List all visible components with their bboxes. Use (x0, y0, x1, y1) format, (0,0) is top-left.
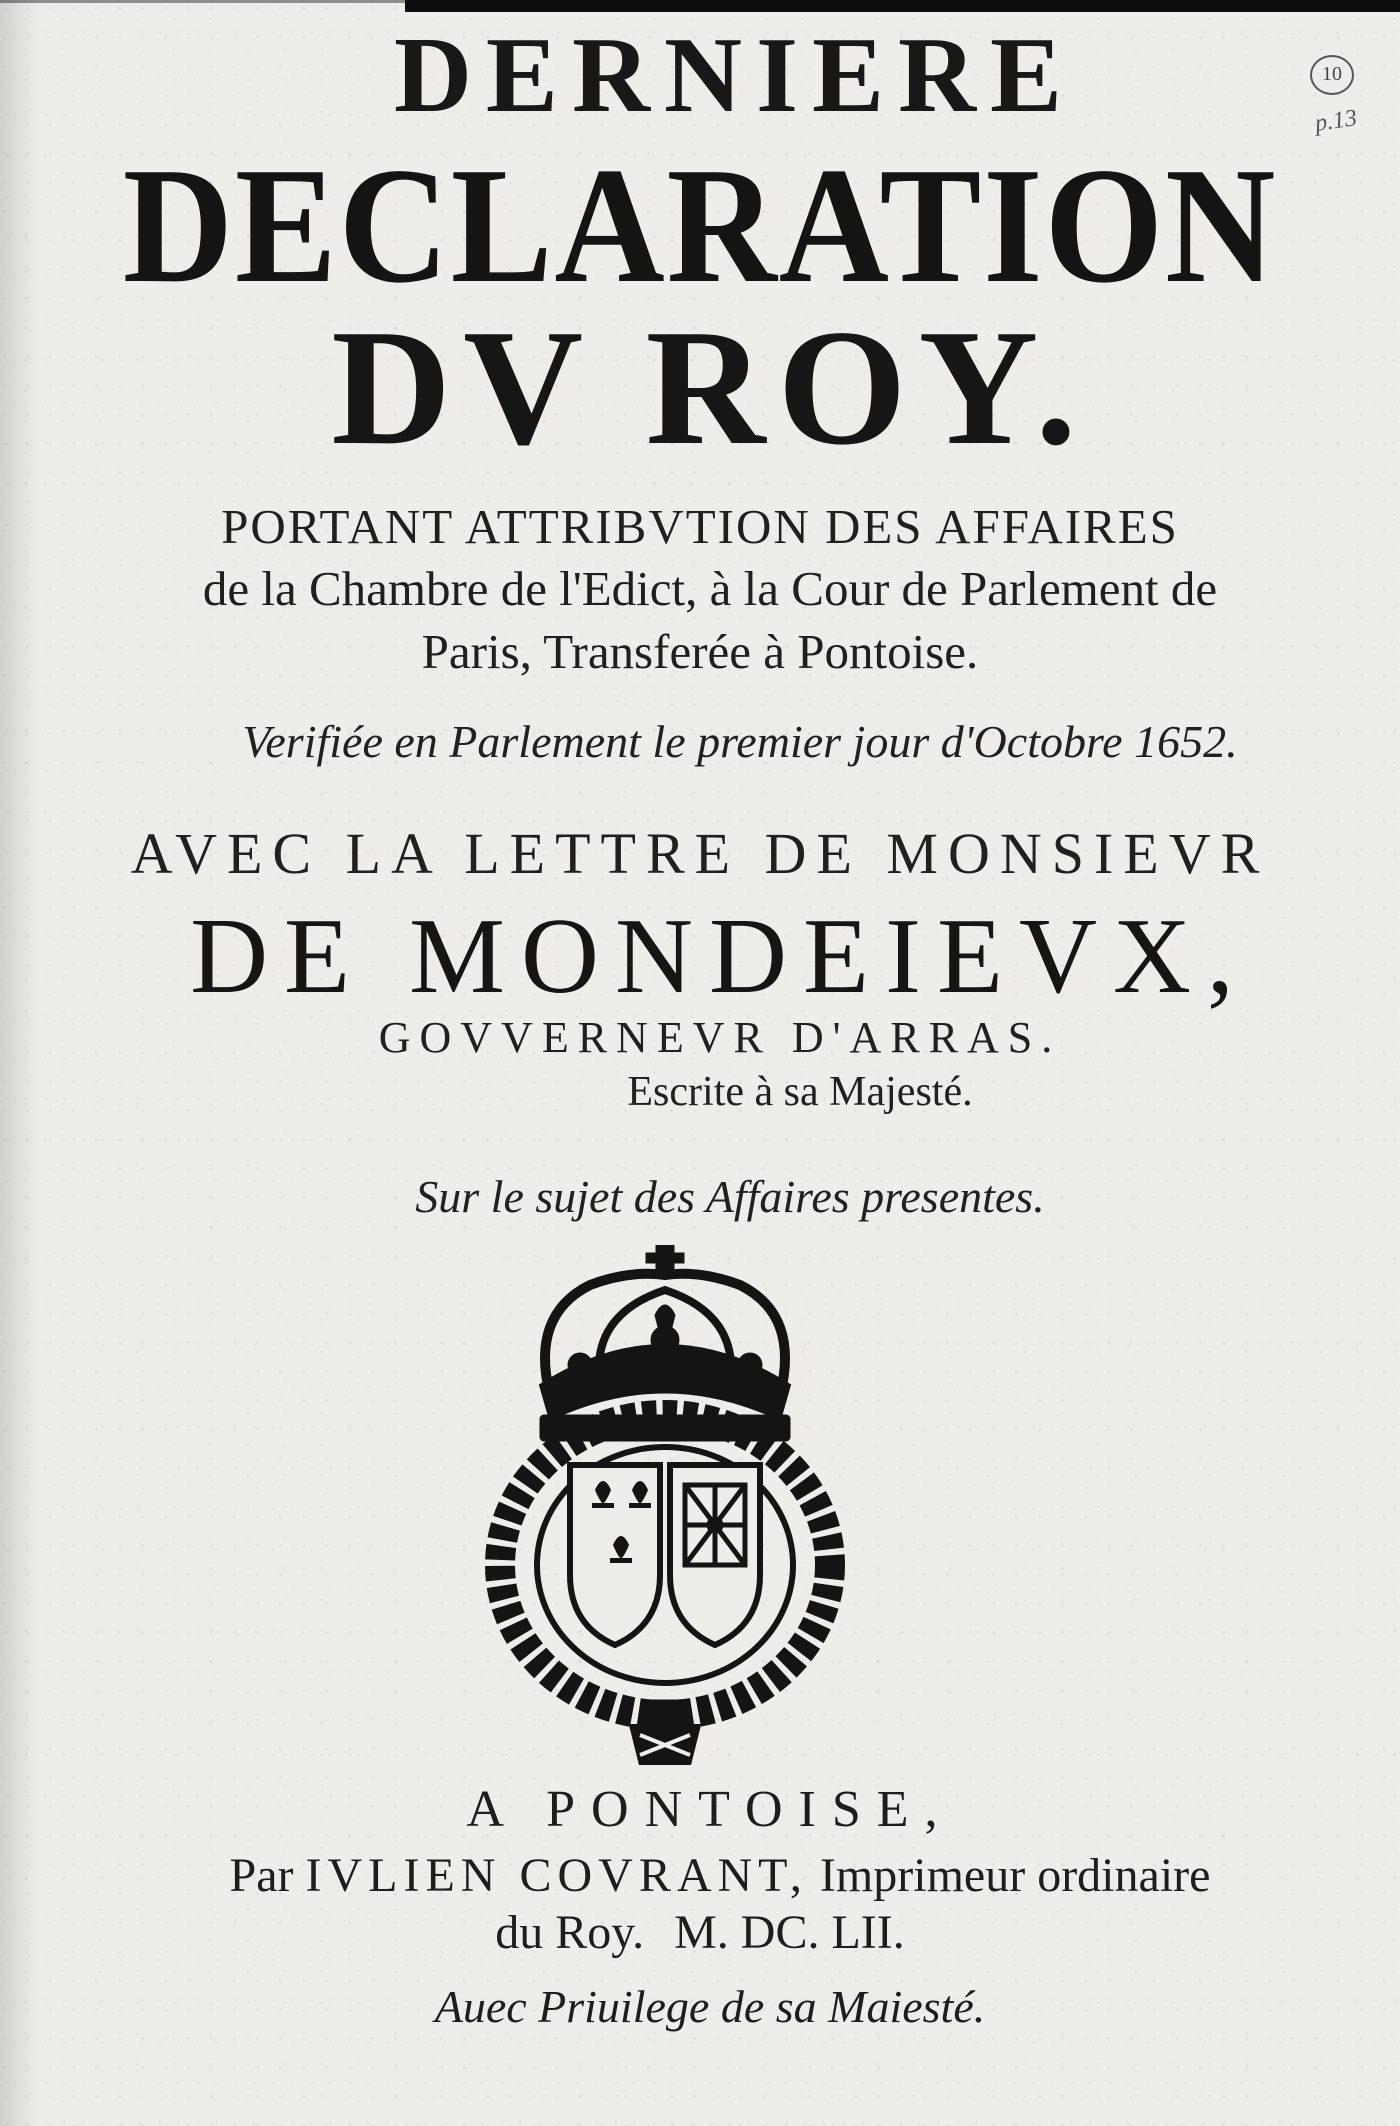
printer-prefix: Par (229, 1849, 294, 1902)
printer-name: IVLIEN COVRANT, (305, 1849, 808, 1902)
letter-line-2: DE MONDEIEVX, (190, 897, 1250, 1016)
privilege-line: Auec Priuilege de sa Maiesté. (434, 1981, 986, 2032)
top-edge (0, 0, 405, 3)
coat-of-arms-emblem (470, 1245, 860, 1765)
imprint-printer-line (0, 1848, 1400, 1903)
subtitle-line-3: Paris, Transferée à Pontoise. (421, 624, 979, 679)
letter-line-1: AVEC LA LETTRE DE MONSIEVR (130, 821, 1270, 886)
title-line-1: DERNIERE (393, 16, 1077, 135)
date-lii: LII. (831, 1906, 905, 1959)
date-dc: DC. (740, 1906, 820, 1959)
top-border-bar (405, 0, 1400, 12)
letter-line-3: GOVVERNEVR D'ARRAS. (378, 1013, 1062, 1062)
imprint-date-line (0, 1905, 1400, 1960)
subtitle-line-2: de la Chambre de l'Edict, à la Cour de Parlement de (202, 561, 1218, 616)
subject-line: Sur le sujet des Affaires presentes. (415, 1171, 1045, 1222)
imprint-place: A PONTOISE, (466, 1781, 954, 1838)
library-stamp: 10 (1310, 55, 1354, 95)
letter-line-4: Escrite à sa Majesté. (627, 1069, 973, 1115)
verification-line: Verifiée en Parlement le premier jour d'Octobre 1652. (242, 716, 1238, 767)
shelfmark-note: p.13 (1313, 105, 1359, 137)
subtitle-line-1: PORTANT ATTRIBVTION DES AFFAIRES (221, 499, 1179, 554)
roy-prefix: du Roy. (495, 1906, 645, 1959)
title-line-3: DV ROY. (331, 295, 1089, 479)
date-m: M. (674, 1906, 729, 1959)
title-line-2: DECLARATION (122, 133, 1278, 317)
printer-suffix: Imprimeur ordinaire (819, 1849, 1211, 1902)
